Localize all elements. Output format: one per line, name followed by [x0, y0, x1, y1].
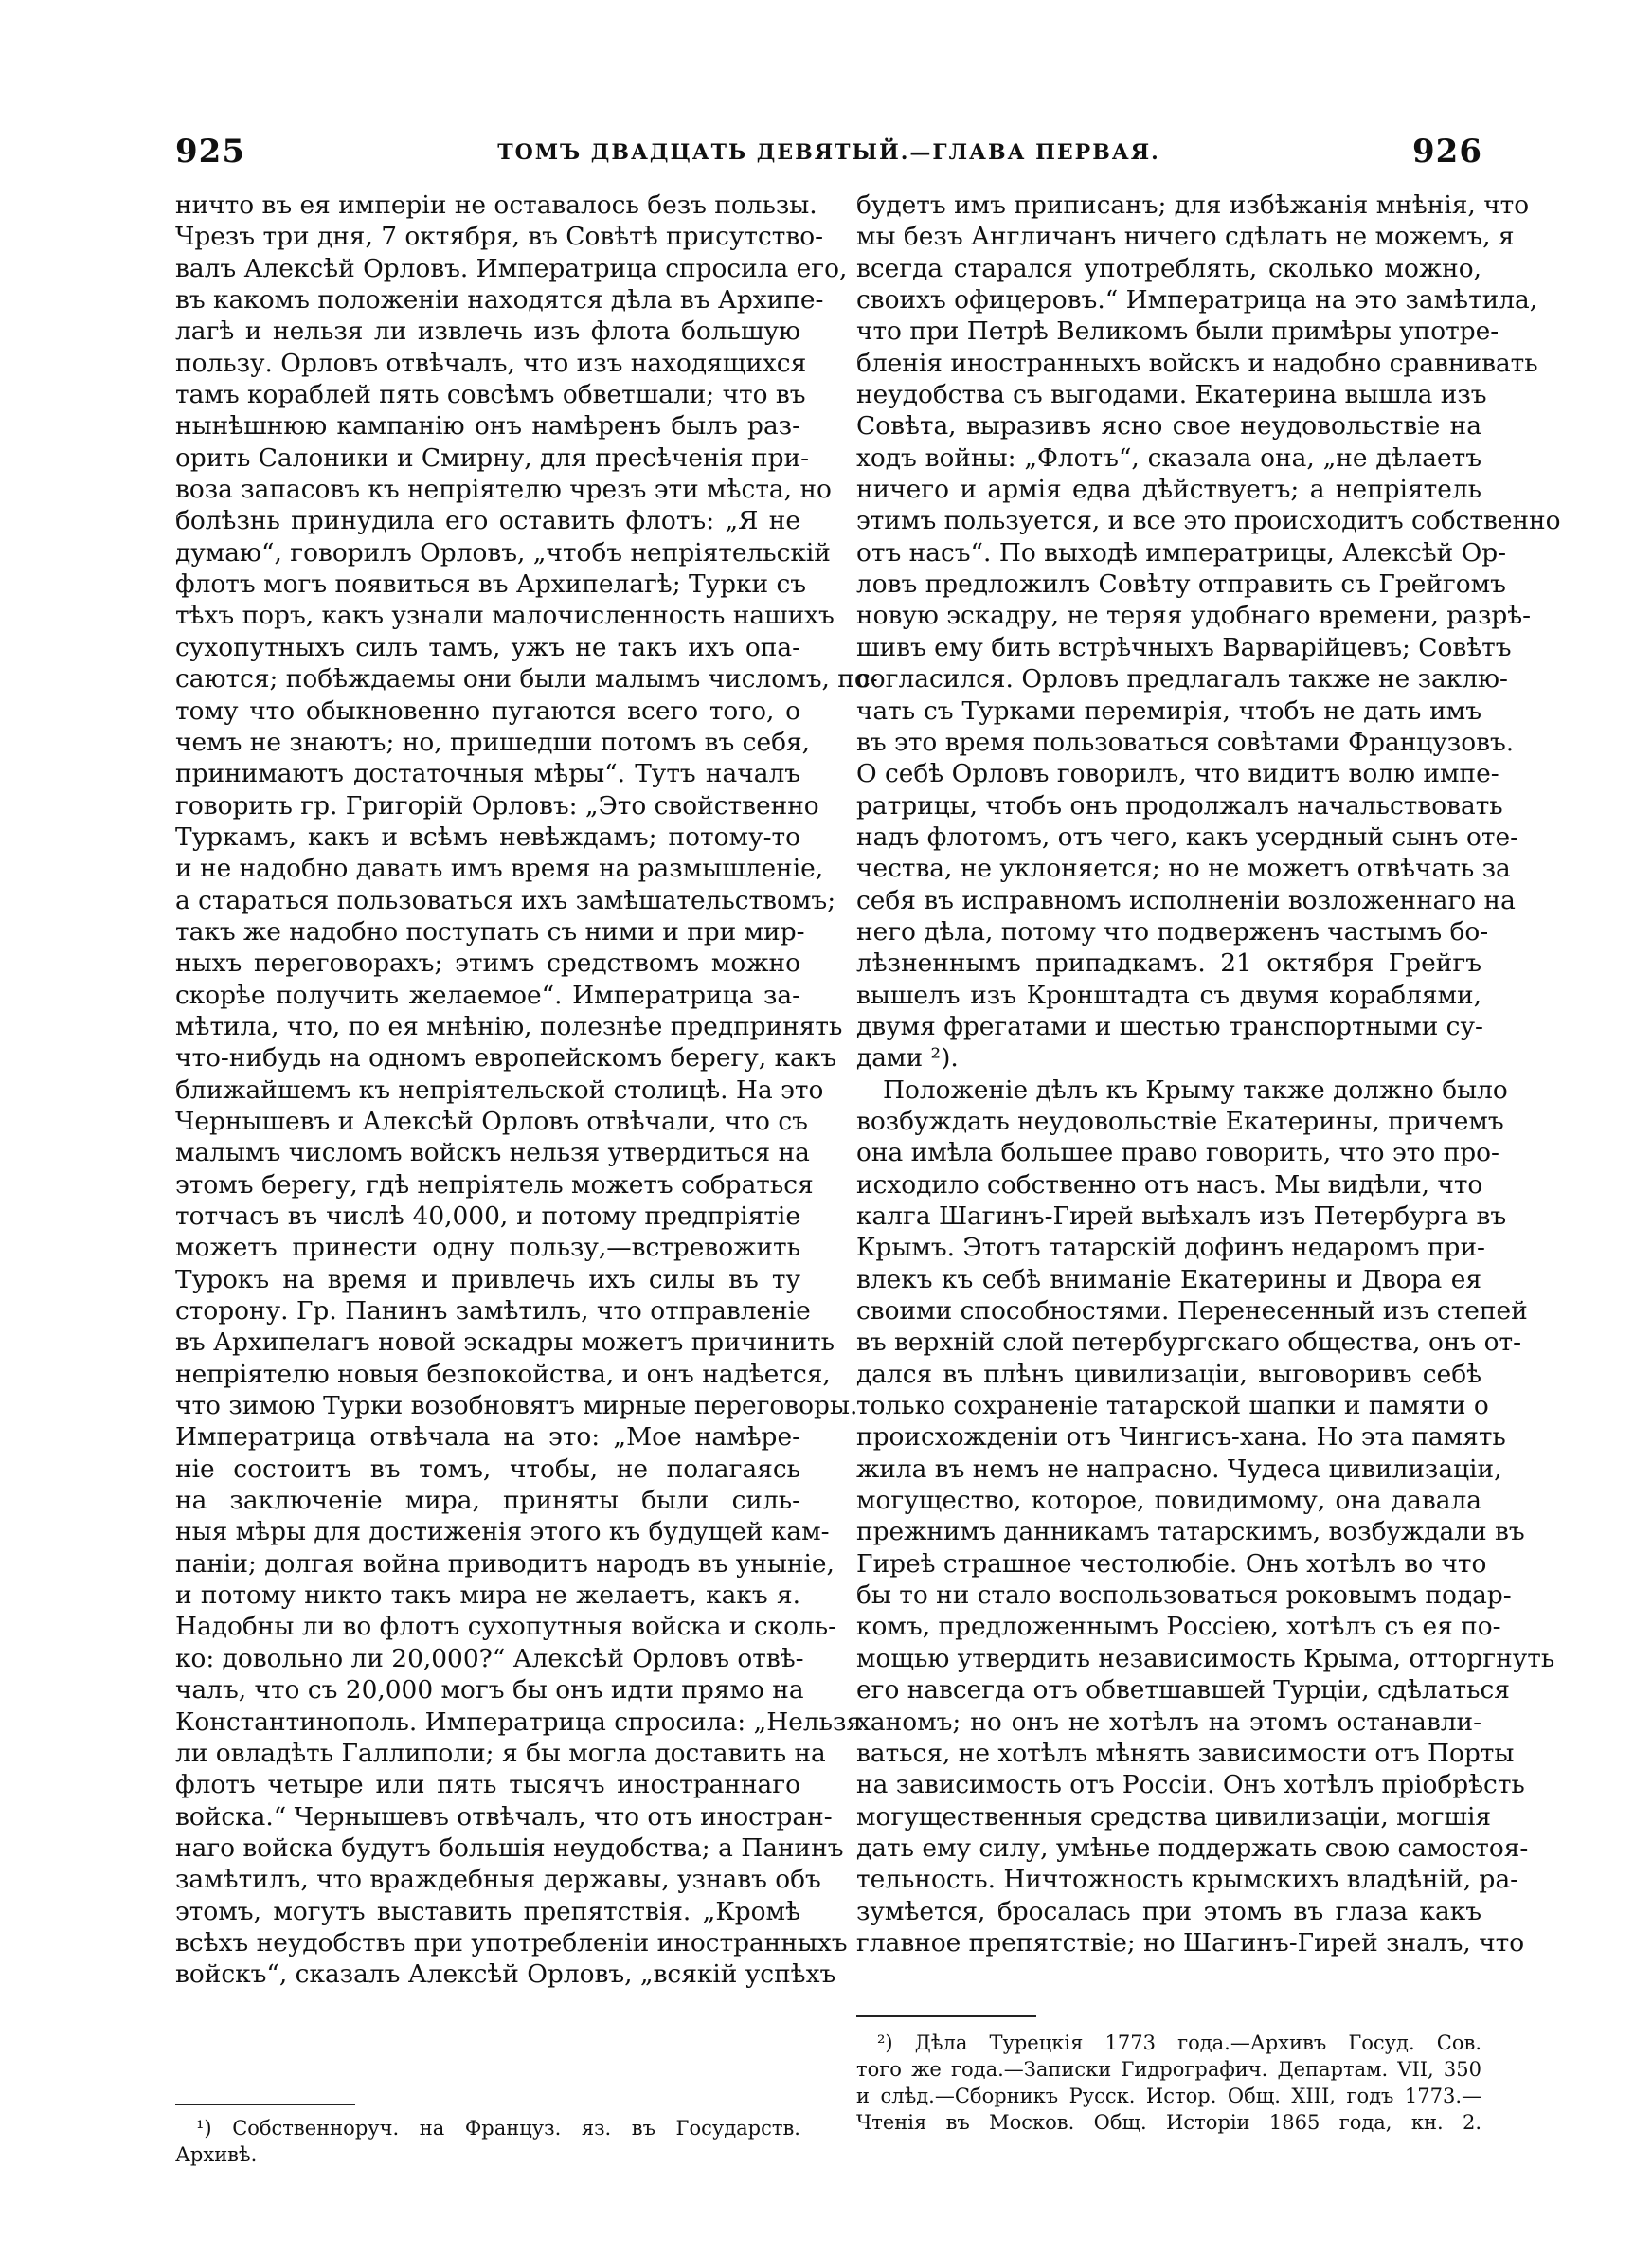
text-line: флотъ могъ появиться въ Архипелагѣ; Турки съ	[175, 569, 807, 600]
text-line: надъ флотомъ, отъ чего, какъ усердный сынъ оте-	[856, 822, 1518, 852]
text-line: возбуждать неудовольствіе Екатерины, причемъ	[856, 1106, 1504, 1136]
text-line: дался въ плѣнъ цивилизаціи, выговоривъ себѣ	[856, 1359, 1481, 1389]
text-line: наго войска будутъ большія неудобства; а Панинъ	[175, 1833, 844, 1863]
text-line: она имѣла большее право говорить, что это про-	[856, 1138, 1499, 1168]
footnote-left	[175, 2115, 800, 2168]
text-line: Надобны ли во флотъ сухопутныя войска и сколь-	[175, 1612, 837, 1642]
text-line: мѣтила, что, по ея мнѣнію, полезнѣе предпринять	[175, 1011, 843, 1041]
text-line: тѣхъ поръ, какъ узнали малочисленность нашихъ	[175, 601, 835, 631]
text-line: его навсегда отъ обветшавшей Турціи, сдѣлаться	[856, 1675, 1510, 1706]
text-line: своими способностями. Перенесенный изъ степей	[856, 1296, 1528, 1327]
text-line: тамъ кораблей пять совсѣмъ обветшали; что въ	[175, 380, 806, 410]
text-line: него дѣла, потому что подверженъ частымъ бо-	[856, 916, 1489, 947]
text-line: и не надобно давать имъ время на размышленіе,	[175, 854, 824, 884]
text-line: ходъ войны: „Флотъ“, сказала она, „не дѣлаетъ	[856, 442, 1481, 473]
text-line: ныхъ переговорахъ; этимъ средствомъ можно	[175, 948, 800, 979]
text-line: отъ насъ“. По выходѣ императрицы, Алексѣй Ор-	[856, 537, 1507, 568]
right-column	[856, 190, 1561, 1959]
text-line: всѣхъ неудобствъ при употребленіи иностранныхъ	[175, 1927, 848, 1958]
text-line: Гиреѣ страшное честолюбіе. Онъ хотѣлъ во что	[856, 1548, 1487, 1579]
text-line: калга Шагинъ-Гирей выѣхалъ изъ Петербурга въ	[856, 1201, 1507, 1231]
text-line: бы то ни стало воспользоваться роковымъ подар-	[856, 1580, 1512, 1611]
text-line: сухопутныхъ силъ тамъ, ужъ не такъ ихъ опа-	[175, 632, 800, 662]
text-line: Константинополь. Императрица спросила: „Нельзя	[175, 1706, 862, 1737]
text-line: зумѣется, бросалась при этомъ въ глаза какъ	[856, 1896, 1481, 1926]
text-line: тому что обыкновенно пугаются всего того, о	[175, 695, 800, 726]
text-line: комъ, предложеннымъ Россіею, хотѣлъ съ ея по-	[856, 1612, 1501, 1642]
text-line: мы безъ Англичанъ ничего сдѣлать не можемъ, я	[856, 222, 1515, 252]
text-line: Туркамъ, какъ и всѣмъ невѣждамъ; потому-то	[175, 822, 800, 852]
text-line: ничто въ ея имперіи не оставалось безъ пользы.	[175, 190, 817, 220]
text-line: на заключеніе мира, приняты были силь-	[175, 1486, 800, 1516]
text-line: шивъ ему бить встрѣчныхъ Варварійцевъ; Совѣтъ	[856, 632, 1512, 662]
text-line: что зимою Турки возобновятъ мирные переговоры.	[175, 1391, 858, 1421]
text-line: говорить гр. Григорій Орловъ: „Это свойственно	[175, 790, 819, 821]
text-line: Чрезъ три дня, 7 октября, въ Совѣтѣ присутство-	[175, 222, 824, 252]
text-line: только сохраненіе татарской шапки и памяти о	[856, 1391, 1489, 1421]
text-line: въ это время пользоваться совѣтами Французовъ.	[856, 727, 1515, 757]
text-line: своихъ офицеровъ.“ Императрица на это замѣтила,	[856, 285, 1538, 316]
text-line: въ верхній слой петербургскаго общества, онъ от-	[856, 1327, 1522, 1358]
text-line: можетъ принести одну пользу,—встревожить	[175, 1233, 800, 1263]
text-line: будетъ имъ приписанъ; для избѣжанія мнѣнія, что	[856, 190, 1530, 220]
text-line: малымъ числомъ войскъ нельзя утвердиться на	[175, 1138, 810, 1168]
text-line: этомъ, могутъ выставить препятствія. „Кромѣ	[175, 1896, 800, 1926]
text-line: влекъ къ себѣ вниманіе Екатерины и Двора ея	[856, 1264, 1481, 1294]
text-line: жила въ немъ не напрасно. Чудеса цивилизаціи,	[856, 1454, 1502, 1484]
text-line: принимаютъ достаточныя мѣры“. Тутъ началъ	[175, 759, 800, 789]
footnote-rule-right	[856, 2015, 1036, 2017]
footnote-line: Чтенія въ Москов. Общ. Исторіи 1865 года, кн. 2.	[856, 2111, 1481, 2134]
footnote-line: ²) Дѣла Турецкія 1773 года.—Архивъ Госуд. Сов.	[877, 2031, 1481, 2054]
text-line: ніе состоитъ въ томъ, чтобы, не полагаясь	[175, 1454, 800, 1484]
text-line: паніи; долгая война приводитъ народъ въ уныніе,	[175, 1548, 835, 1579]
text-line: дами ²).	[856, 1043, 959, 1074]
text-line: ловъ предложилъ Совѣту отправить съ Грейгомъ	[856, 569, 1506, 600]
text-line: ханомъ; но онъ не хотѣлъ на этомъ останавли-	[856, 1706, 1481, 1737]
footnote-line: того же года.—Записки Гидрографич. Департам. VII, 350	[856, 2058, 1481, 2081]
text-line: въ какомъ положеніи находятся дѣла въ Архипе-	[175, 285, 824, 316]
text-line: ваться, не хотѣлъ мѣнять зависимости отъ Порты	[856, 1738, 1515, 1768]
text-line: въ Архипелагъ новой эскадры можетъ причинить	[175, 1327, 835, 1358]
text-line: пользу. Орловъ отвѣчалъ, что изъ находящихся	[175, 348, 807, 378]
footnote-rule-left	[175, 2104, 355, 2105]
text-line: чемъ не знаютъ; но, пришедши потомъ въ себя,	[175, 727, 811, 757]
text-line: ли овладѣть Галлиполи; я бы могла доставить на	[175, 1738, 826, 1768]
text-line: воза запасовъ къ непріятелю чрезъ эти мѣста, но	[175, 475, 832, 505]
text-line: лѣзненнымъ припадкамъ. 21 октября Грейгъ	[856, 948, 1481, 979]
text-line: валъ Алексѣй Орловъ. Императрица спросила его,	[175, 253, 848, 283]
text-line: этимъ пользуется, и все это происходитъ собственно	[856, 506, 1561, 536]
text-line: согласился. Орловъ предлагалъ также не заклю-	[856, 664, 1508, 695]
page-header	[175, 133, 1482, 180]
text-line: лагѣ и нельзя ли извлечь изъ флота большую	[175, 316, 800, 347]
text-line: ничего и армія едва дѣйствуетъ; а непріятель	[856, 475, 1481, 505]
running-title: ТОМЪ ДВАДЦАТЬ ДЕВЯТЫЙ.—ГЛАВА ПЕРВАЯ.	[497, 140, 1160, 165]
text-line: всегда старался употреблять, сколько можно,	[856, 253, 1481, 283]
footnote-line: ¹) Собственноруч. на Француз. яз. въ Государств.	[196, 2117, 800, 2140]
text-line: ныя мѣры для достиженія этого къ будущей кам-	[175, 1517, 830, 1547]
text-line: чалъ, что съ 20,000 могъ бы онъ идти прямо на	[175, 1675, 804, 1706]
text-line: ратрицы, чтобъ онъ продолжалъ начальствовать	[856, 790, 1503, 821]
text-line: орить Салоники и Смирну, для пресѣченія при-	[175, 442, 810, 473]
text-line: непріятелю новыя безпокойства, и онъ надѣется,	[175, 1359, 831, 1389]
text-line: а стараться пользоваться ихъ замѣшательствомъ;	[175, 885, 836, 915]
text-line: О себѣ Орловъ говорилъ, что видитъ волю импе-	[856, 759, 1499, 789]
text-line: что при Петрѣ Великомъ были примѣры употре-	[856, 316, 1499, 347]
text-line: вышелъ изъ Кронштадта съ двумя кораблями,	[856, 980, 1481, 1010]
left-column	[175, 190, 878, 1991]
text-line: неудобства съ выгодами. Екатерина вышла изъ	[856, 380, 1487, 410]
text-line: Турокъ на время и привлечь ихъ силы въ ту	[175, 1264, 800, 1294]
text-line: сторону. Гр. Панинъ замѣтилъ, что отправленіе	[175, 1296, 811, 1327]
text-line: чества, не уклоняется; но не можетъ отвѣчать за	[856, 854, 1511, 884]
text-line: могущественныя средства цивилизаціи, могшія	[856, 1801, 1492, 1832]
text-line: могущество, которое, повидимому, она давала	[856, 1486, 1481, 1516]
text-line: что-нибудь на одномъ европейскомъ берегу, какъ	[175, 1043, 837, 1074]
page-number-right: 926	[1412, 133, 1482, 171]
text-line: прежнимъ данникамъ татарскимъ, возбуждали въ	[856, 1517, 1525, 1547]
text-line: нынѣшнюю кампанію онъ намѣренъ былъ раз-	[175, 411, 800, 442]
text-line: на зависимость отъ Россіи. Онъ хотѣлъ пріобрѣсть	[856, 1770, 1525, 1800]
text-line: флотъ четыре или пять тысячъ иностраннаго	[175, 1770, 800, 1800]
text-line: саются; побѣждаемы они были малымъ числомъ, по-	[175, 664, 878, 695]
text-line: Совѣта, выразивъ ясно свое неудовольствіе на	[856, 411, 1481, 442]
text-line: бленія иностранныхъ войскъ и надобно сравнивать	[856, 348, 1538, 378]
text-line: чать съ Турками перемирія, чтобъ не дать имъ	[856, 695, 1481, 726]
text-line: двумя фрегатами и шестью транспортными су-	[856, 1011, 1483, 1041]
text-line: скорѣе получить желаемое“. Императрица за-	[175, 980, 800, 1010]
page-number-left: 925	[175, 133, 245, 171]
text-line: новую эскадру, не теряя удобнаго времени, разрѣ-	[856, 601, 1532, 631]
footnote-right	[856, 2030, 1481, 2136]
text-line: Крымъ. Этотъ татарскій дофинъ недаромъ при-	[856, 1233, 1485, 1263]
text-line: мощью утвердить независимость Крыма, отторгнуть	[856, 1643, 1555, 1673]
text-line: ко: довольно ли 20,000?“ Алексѣй Орловъ отвѣ-	[175, 1643, 804, 1673]
text-line: себя въ исправномъ исполненіи возложеннаго на	[856, 885, 1516, 915]
text-line: тельность. Ничтожность крымскихъ владѣній, ра-	[856, 1865, 1519, 1895]
text-line: этомъ берегу, гдѣ непріятель можетъ собраться	[175, 1169, 814, 1200]
footnote-line: и слѣд.—Сборникъ Русск. Истор. Общ. XIII, годъ 1773.—	[856, 2085, 1481, 2107]
text-line: такъ же надобно поступать съ ними и при мир-	[175, 916, 805, 947]
text-line: Положеніе дѣлъ къ Крыму также должно было	[883, 1074, 1508, 1105]
text-line: болѣзнь принудила его оставить флотъ: „Я не	[175, 506, 800, 536]
text-line: и потому никто такъ мира не желаетъ, какъ я.	[175, 1580, 800, 1611]
text-line: Чернышевъ и Алексѣй Орловъ отвѣчали, что съ	[175, 1106, 808, 1136]
text-line: войскъ“, сказалъ Алексѣй Орловъ, „всякій успѣхъ	[175, 1959, 836, 1990]
text-line: дать ему силу, умѣнье поддержать свою самостоя-	[856, 1833, 1529, 1863]
text-line: исходило собственно отъ насъ. Мы видѣли, что	[856, 1169, 1483, 1200]
text-line: думаю“, говорилъ Орловъ, „чтобъ непріятельскій	[175, 537, 831, 568]
footnote-line: Архивѣ.	[175, 2143, 258, 2166]
text-line: замѣтилъ, что враждебныя державы, узнавъ объ	[175, 1865, 821, 1895]
text-line: тотчасъ въ числѣ 40,000, и потому предпріятіе	[175, 1201, 800, 1231]
text-line: Императрица отвѣчала на это: „Мое намѣре-	[175, 1422, 800, 1453]
text-line: происхожденіи отъ Чингисъ-хана. Но эта память	[856, 1422, 1506, 1453]
text-line: ближайшемъ къ непріятельской столицѣ. На это	[175, 1074, 824, 1105]
text-line: войска.“ Чернышевъ отвѣчалъ, что отъ иностран-	[175, 1801, 833, 1832]
text-line: главное препятствіе; но Шагинъ-Гирей зналъ, что	[856, 1927, 1525, 1958]
